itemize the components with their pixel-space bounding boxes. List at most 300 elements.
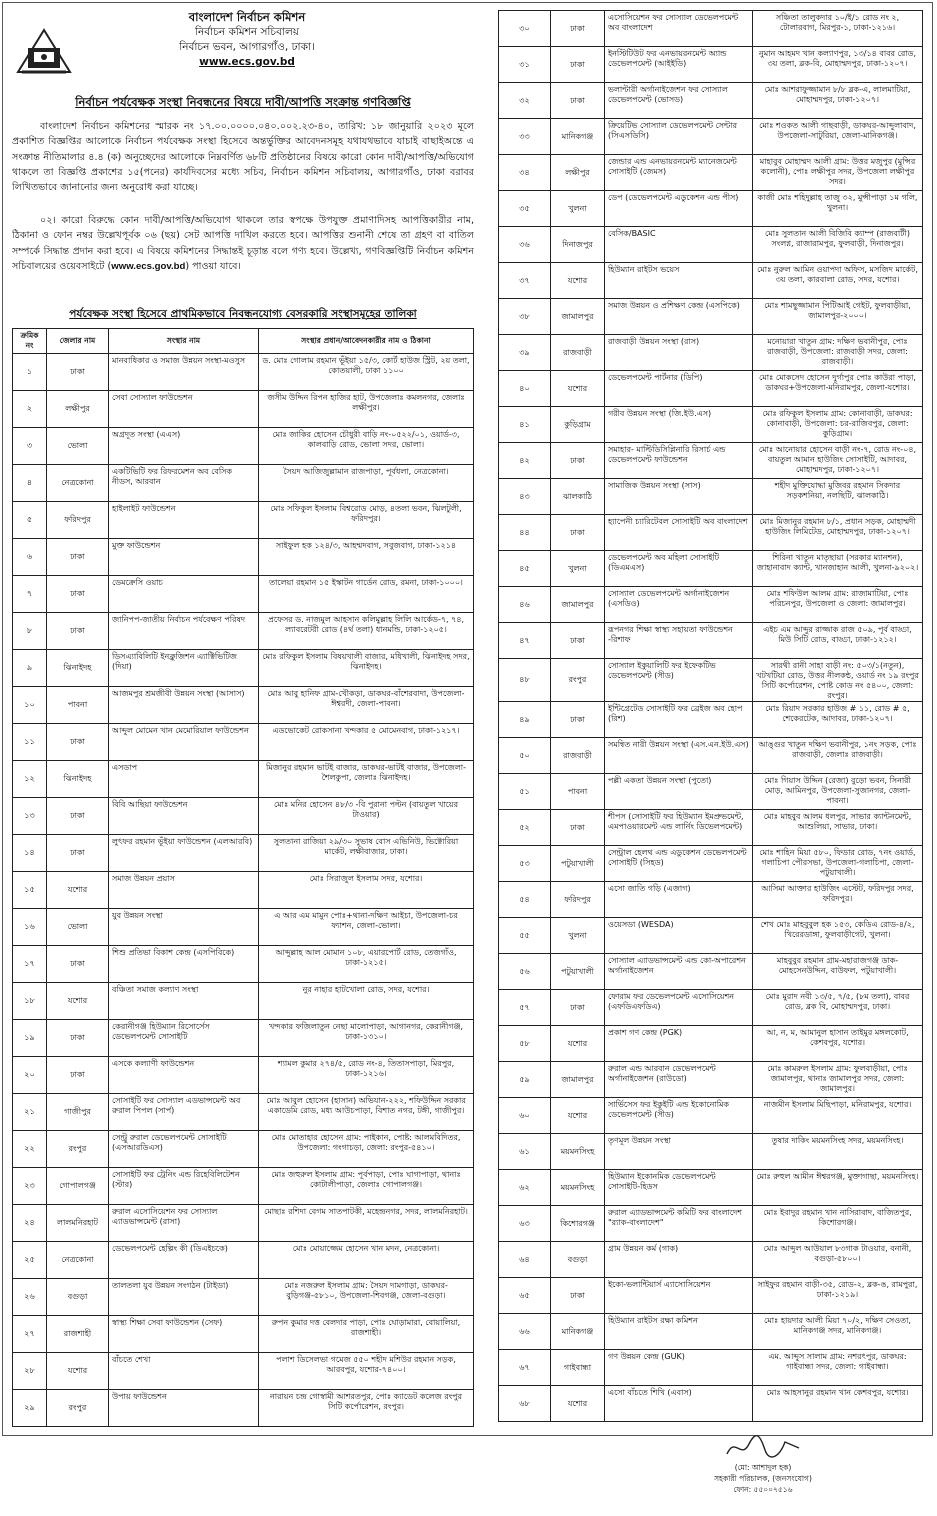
org-head-cell: মোঃ জাকির হোসেন চৌধুরী বাড়ি নং-০৫২২/০১, ওয়ার্ড-৩, কালবাড়ি রোড, ভোলা সদর, ভোলা।	[259, 428, 474, 465]
district-cell: রাজবাড়ী	[551, 335, 605, 371]
serial-cell: ৬৫	[499, 1278, 551, 1314]
district-cell: খুলনা	[551, 918, 605, 954]
org-name-cell: সমাজ উন্নয়ন প্রয়াস	[109, 872, 259, 909]
org-head-cell: সৈয়দ আজিজুল্লামান রাজপাড়া, পূর্বধলা, নেত্রকোনা।	[259, 465, 474, 502]
handwritten-signature-icon	[723, 1432, 803, 1462]
org-head-cell: এইচ এম আব্দুর রাজ্জাক রাজ ৫০৯, পূর্ব বাড্ডা, মিউ সিটি রোড, বাড্ডা, ঢাকা-১২১২।	[753, 623, 923, 659]
district-cell: যশোর	[47, 1353, 109, 1390]
serial-cell: ৯	[13, 650, 47, 687]
org-name-cell: তালতলা যুব উন্নয়ন সংগঠন (টাইডা)	[109, 1279, 259, 1316]
district-cell: ঢাকা	[551, 11, 605, 47]
signatory-phone: ফোন: ৫৫০০৭৫১৬	[733, 1485, 793, 1494]
serial-cell: ২৯	[13, 1390, 47, 1427]
district-cell: ফরিদপুর	[47, 502, 109, 539]
table-body-left	[13, 354, 474, 1427]
serial-cell: ২০	[13, 1057, 47, 1094]
org-name-cell: এসো বাঁচতে শিখি (এবাস)	[605, 1386, 753, 1422]
org-head-cell: মনোয়ারা খাতুন গ্রাম: দক্ষিণ ভবানীপুর, পোঃ রাজবাড়ী, উপজেলা: রাজবাড়ী সদর, জেলা: রাজবাড়ী।	[753, 335, 923, 371]
serial-cell: ৩৫	[499, 191, 551, 227]
table-row	[13, 465, 474, 502]
org-head-cell: ড. মোঃ গোলাম রহমান ভূঁইয়া ১৫/৩, কোর্ট হাউজ স্ট্রিট, ২য় তলা, কোতয়ালী, ঢাকা ১১০০	[259, 354, 474, 391]
table-row	[13, 613, 474, 650]
org-head-cell: শেখ মোঃ মাহবুবুল হক ১৫৩, কেডিএ রোড-৪/২, খিরেরডাঙ্গা, ফুলবাড়ীগেট, খুলনা।	[753, 918, 923, 954]
table-row	[499, 918, 923, 954]
table-row	[499, 623, 923, 659]
org-head-cell: মোঃ সফিকুল ইসলাম বিশ্বরোড মোড়, ৪তলা ভবন, ঝিলটুলী, ফরিদপুর।	[259, 502, 474, 539]
serial-cell: ১৪	[13, 835, 47, 872]
table-row	[13, 724, 474, 761]
table-row	[499, 371, 923, 407]
org-name-cell: সোসাইটি ফর সোস্যাল এডভান্সমেন্ট অব রুরাল পিপল (সার্প)	[109, 1094, 259, 1131]
district-cell: ঢাকা	[551, 47, 605, 83]
org-head-cell: মোঃ আহসানুর রহমান খান কেশবপুর, যশোর।	[753, 1386, 923, 1422]
org-head-cell: মোঃ শফিউল আলম গ্রাম: রাজামাটিয়া, পোঃ পরিচনপুর, উপজেলা ও জেলা: জামালপুর।	[753, 587, 923, 623]
org-name-cell: উপায় ফাউন্ডেশন	[109, 1390, 259, 1427]
org-head-cell: এডভোকেট রোকসানা খন্দকার ৫ মোমেনবাগ, ঢাকা-১২১৭।	[259, 724, 474, 761]
serial-cell: ৩৬	[499, 227, 551, 263]
serial-cell: ৪২	[499, 443, 551, 479]
serial-cell: ২৬	[13, 1279, 47, 1316]
address: নির্বাচন ভবন, আগারগাঁও, ঢাকা।	[179, 41, 315, 53]
table-row	[499, 587, 923, 623]
org-head-cell: নারায়ন চন্দ্র গোস্বামী আশরতপুর, পোঃ ক্যাডেট কলেজ রংপুর সিটি কর্পোরেশন, রংপুর।	[259, 1390, 474, 1427]
table-row	[13, 1390, 474, 1427]
org-name-cell: অগ্রদূত সংস্থা (এএস)	[109, 428, 259, 465]
table-row	[499, 882, 923, 918]
org-head-cell: মোঃ শওকত আলী গাছবাড়ী, ডাকঘর-আব্দুলাবাদ, উপজেলা-সাটুরিয়া, জেলা-মানিকগঞ্জ।	[753, 119, 923, 155]
serial-cell: ৩১	[499, 47, 551, 83]
serial-cell: ৪৯	[499, 702, 551, 738]
district-cell: ঢাকা	[551, 1278, 605, 1314]
district-cell: রংপুর	[551, 659, 605, 702]
org-head-cell: আব্দুল্লাহ আল মোমান ১০৮, এয়ারপোর্ট রোড, তেজগাঁও, ঢাকা-১২১৫।	[259, 946, 474, 983]
district-cell: ঢাকা	[47, 613, 109, 650]
district-cell: ঢাকা	[47, 946, 109, 983]
table-row	[499, 299, 923, 335]
district-cell: লালমনিরহাট	[47, 1205, 109, 1242]
org-head-cell: মোঃ ইবাদুর রহমান খান নাসিরাবাদ, বাজিতপুর, কিশোরগঞ্জ।	[753, 1206, 923, 1242]
org-name-cell: ডেভেলপমেন্ট অব মহিলা সোসাইটি (ডিএমএস)	[605, 551, 753, 587]
table-row	[499, 1242, 923, 1278]
org-name-cell: হিউম্যান রাইটস রক্ষা কমিশন	[605, 1314, 753, 1350]
serial-cell: ২৩	[13, 1168, 47, 1205]
serial-cell: ১৩	[13, 798, 47, 835]
org-head-cell: মোঃ মোকসেদ হোসেন দুর্গাপুর পোঃ কাউরা পাড়া, ডাকঘর+উপজেলা-মনিরামপুর, জেলা-যশোর।	[753, 371, 923, 407]
org-head-cell: মোঃ আবুল হোসেন (হাসান) অভিযান-২২২, শফিউদ্দিন সরকার একাডেমি রোড, মধ্য আউচপাড়া, বিশাত নগর, টঙ্গী, গাজীপুর।	[259, 1094, 474, 1131]
org-name-cell: রুরাল এন্ড আরবান ডেভেলপমেন্ট অর্গানাইজেশন (রাউডো)	[605, 1062, 753, 1098]
org-head-cell: সাইফুল হক ১২৪/৩, আহম্মদবাগ, সবুজবাগ, ঢাকা-১২১৪	[259, 539, 474, 576]
table-row	[499, 11, 923, 47]
serial-cell: ৩৪	[499, 155, 551, 191]
serial-cell: ৫১	[499, 774, 551, 810]
org-head-cell: শ্যামল কুমার ২৭৪/৫, রোড নং-৪, তিতাসপাড়া, মিরপুর, ঢাকা-১২১৬।	[259, 1057, 474, 1094]
org-name-cell: গরীব উন্নয়ন সংস্থা (জি.ইউ.এস)	[605, 407, 753, 443]
table-row	[499, 738, 923, 774]
table-row	[499, 551, 923, 587]
table-row	[499, 407, 923, 443]
table-row	[13, 761, 474, 798]
org-head-cell: মোছাঃ রশিদা বেগম সাতপাটকী, মহেন্দ্রনগর, সদর, লালমনিরহাট।	[259, 1205, 474, 1242]
table-row	[499, 1314, 923, 1350]
org-head-cell: জসীম উদ্দিন রিপন হাজির হাট, উপজেলাঃ কমলনগর, জেলাঃ লক্ষীপুর।	[259, 391, 474, 428]
serial-cell: ৬১	[499, 1134, 551, 1170]
district-cell: ময়মনসিংহ	[551, 1170, 605, 1206]
org-name-cell: যুব উন্নয়ন সংস্থা	[109, 909, 259, 946]
org-head-cell: সুলতানা রাজিয়া ২৯/৩০ সুভাষ বোস এভিনিউ, ভিক্টোরিয়া মার্কেট, লক্ষীবাজার, ঢাকা।	[259, 835, 474, 872]
district-cell: ঢাকা	[47, 1057, 109, 1094]
paragraph-2-text: ০২। কারো বিরুদ্ধে কোন দাবী/আপত্তি/অভিযোগ থাকলে তার স্বপক্ষে উপযুক্ত প্রমাণাদিসহ আপত্তিকারীর নাম, ঠিকানা ও ফোন নম্বর উল্লেখপূর্বক ০৬ (ছয়) সেট আপত্তি দাখিল করতে হবে। আপত্তির শুনানী শেষে তা গ্রহণ বা বাতিল সম্পর্কে সিদ্ধান্ত প্রদান করা হবে। এ বিষয়ে কমিশনের সিদ্ধান্তই চূড়ান্ত বলে গণ্য হবে। উল্লেখ্য, গণবিজ্ঞপ্তিটি নির্বাচন কমিশন সচিবালয়ের ওয়েবসাইটে (	[12, 215, 474, 272]
district-cell: যশোর	[47, 872, 109, 909]
org-name-cell: সোস্যাল ডেভেলপমেন্ট অর্গানাইজেশন (এসডিও)	[605, 587, 753, 623]
table-row	[13, 650, 474, 687]
serial-cell: ৫৪	[499, 882, 551, 918]
paragraph-2	[12, 213, 474, 303]
table-row	[499, 1278, 923, 1314]
org-head-cell: শহীদ মুক্তিযোদ্ধা মুজিবর রহমান সিকদার সড়কশনিয়া, নলছিটি, ঝালকাঠি।	[753, 479, 923, 515]
serial-cell: ৫৩	[499, 846, 551, 882]
org-head-cell: সাইফুর রহমান বাড়ী-৩৫, রোড-২, ব্লক-ঙ, রামপুরা, ঢাকা-১২১৯।	[753, 1278, 923, 1314]
table-row	[13, 1057, 474, 1094]
table-row	[499, 990, 923, 1026]
org-head-cell: মোঃ মোতাহার হোসেন গ্রাম: পাইকান, পোষ্ট: আলমবিদিতর, উপজেলা: গংগাচড়া, জেলা: রংপুর-৫৪১০।	[259, 1131, 474, 1168]
serial-cell: ৬৩	[499, 1206, 551, 1242]
org-head-cell: কাজী মোঃ শহিদুল্লাহ তাজু ৩২, মুন্সীপাড়া ১ম গলি, খুলনা।	[753, 191, 923, 227]
table-row	[499, 263, 923, 299]
org-name-cell: ফোরাম ফর ডেভেলপমেন্ট এসোসিয়েশন (এফডিএফডিএ)	[605, 990, 753, 1026]
serial-cell: ৪৫	[499, 551, 551, 587]
serial-cell: ৩৩	[499, 119, 551, 155]
serial-cell: ১৭	[13, 946, 47, 983]
org-name-cell: ডেমক্রেসি ওয়াচ	[109, 576, 259, 613]
table-row	[499, 479, 923, 515]
district-cell: খুলনা	[551, 191, 605, 227]
district-cell: ভোলা	[47, 428, 109, 465]
org-head-cell: তুষার দাকিং ময়মনসিংহ সদর, ময়মনসিংহ।	[753, 1134, 923, 1170]
district-cell: পাবনা	[551, 774, 605, 810]
table-row	[499, 443, 923, 479]
table-row	[499, 1062, 923, 1098]
district-cell: রাজবাড়ী	[551, 738, 605, 774]
serial-cell: ৫২	[499, 810, 551, 846]
table-row	[499, 810, 923, 846]
org-name-cell: গ্রাম উন্নয়ন কর্ম (গাক)	[605, 1242, 753, 1278]
district-cell: নেত্রকোনা	[47, 465, 109, 502]
serial-cell: ৬২	[499, 1170, 551, 1206]
org-name-cell: ইনস্টিটিউট ফর এনভায়রনমেন্ট অ্যান্ড ডেভেলপমেন্ট (আইইডি)	[605, 47, 753, 83]
district-cell: রংপুর	[47, 1131, 109, 1168]
org-name-cell: জানিপপ-জাতীয় নির্বাচন পর্যবেক্ষণ পরিষদ	[109, 613, 259, 650]
table-row	[499, 1134, 923, 1170]
org-name-cell: বঞ্চিতা সমাজ কল্যাণ সংস্থা	[109, 983, 259, 1020]
org-name-cell: ভলান্টারী অর্গানাইজেশন ফর সোস্যাল ডেভেলপমেন্ট (ভোসড)	[605, 83, 753, 119]
serial-cell: ১৫	[13, 872, 47, 909]
serial-cell: ২	[13, 391, 47, 428]
org-head-cell: মাহবুবুর রহমান গ্রাম-মহারাজগঞ্জ ডাক-মোহসেনউদ্দিন, বাউফল, পটুয়াখালী।	[753, 954, 923, 990]
org-name-cell: এসডাপ	[109, 761, 259, 798]
district-cell: লক্ষীপুর	[551, 155, 605, 191]
serial-cell: ৮	[13, 613, 47, 650]
org-head-cell: মোঃ আবু হানিফ গ্রাম-খৌকড়া, ডাকঘর-বাঁশেরবাদা, উপজেলা- ঈশ্বরদী, জেলা-পাবনা।	[259, 687, 474, 724]
org-name-cell: ডেভেলপমেন্ট হেল্পিং কী (ডিএইচকে)	[109, 1242, 259, 1279]
serial-cell: ৬৮	[499, 1386, 551, 1422]
district-cell: খুলনা	[551, 551, 605, 587]
org-name-cell: সোস্যাল এ্যাডভান্সমেন্ট এন্ড কো-অপারেশন অর্গানাইজেশন	[605, 954, 753, 990]
election-commission-emblem-icon	[14, 22, 74, 78]
org-name: বাংলাদেশ নির্বাচন কমিশন	[188, 10, 306, 24]
org-head-cell: মোঃ হায়দার আলী মিয়া ৭০/২, দক্ষিণ সেওতা, মানিকগঞ্জ সদর, মানিকগঞ্জ।	[753, 1314, 923, 1350]
org-name-cell: গণ উন্নয়ন কেন্দ্র (GUK)	[605, 1350, 753, 1386]
paragraph-2-end: ) পাওয়া যাবে।	[185, 260, 241, 272]
table-row	[499, 774, 923, 810]
table-row	[13, 687, 474, 724]
table-row	[499, 954, 923, 990]
table-row	[13, 872, 474, 909]
district-cell: ঝিনাইদহ	[47, 650, 109, 687]
organization-table-right	[498, 10, 923, 1422]
org-head-cell: মোঃ আনোয়ার হোসেন বাড়ী নং-৭, রোড নং-০৪, বায়তুল আমান হাউজিং সোসাইটি, আদাবর, মোহাম্মদপুর, ঢাকা-১২০৭।	[753, 443, 923, 479]
org-head-cell: মোঃ রুহুল আমীন ঈশ্বরগঞ্জ, মুক্তাগাছা, ময়মনসিংহ।	[753, 1170, 923, 1206]
table-body-right	[499, 11, 923, 1422]
header-head: সংস্থার প্রধান/আবেদনকারীর নাম ও ঠিকানা	[259, 329, 474, 354]
serial-cell: ৪০	[499, 371, 551, 407]
serial-cell: ৪১	[499, 407, 551, 443]
header-serial: ক্রমিক নং	[13, 329, 47, 354]
district-cell: নেত্রকোনা	[47, 1242, 109, 1279]
serial-cell: ২৫	[13, 1242, 47, 1279]
org-head-cell: মোঃ মাহবুব আলম ধলপুর, সাভার ক্যান্টনমেন্ট, আশুলিয়া, সাভার, ঢাকা।	[753, 810, 923, 846]
district-cell: পাবনা	[47, 687, 109, 724]
district-cell: যশোর	[551, 1386, 605, 1422]
org-name-cell: পল্লী একতা উন্নয়ন সংস্থা (পুতো)	[605, 774, 753, 810]
district-cell: কিশোরগঞ্জ	[551, 1206, 605, 1242]
org-name-cell: সমন্বিত নারী উন্নয়ন সংস্থা (এস.এন.ইউ.এস)	[605, 738, 753, 774]
district-cell: ময়মনসিংহ	[551, 1134, 605, 1170]
district-cell: বগুড়া	[47, 1279, 109, 1316]
org-name-cell: রুরাল এসোসিয়েশন ফর সোস্যাল এ্যাডভান্সমেন্ট (রাসা)	[109, 1205, 259, 1242]
org-name-cell: হিউম্যান ইকোনমিক ডেভেলপমেন্ট সোসাইটি-হিডস	[605, 1170, 753, 1206]
org-name-cell: সেবা সোস্যাল ফাউন্ডেশন	[109, 391, 259, 428]
table-row	[499, 191, 923, 227]
organization-table-left	[12, 328, 474, 1427]
org-head-cell: সঞ্চিতা তালুকদার ১০/ই/১ রোড নং ২, টোলারবাগ, মিরপুর-১, ঢাকা-১২১৬।	[753, 11, 923, 47]
serial-cell: ৪৩	[499, 479, 551, 515]
org-head-cell: প্রফেসর ড. নাজমুল আহসান কলিমুল্লাহ লিলি আর্কেড-৭, ৭৪, ল্যাবরেটরী রোড (৪র্থ তলা) ধানমন্ডি, ঢাকা-১২০৫।	[259, 613, 474, 650]
table-row	[13, 1242, 474, 1279]
org-name-cell: আজমপুর শ্রমজীবী উন্নয়ন সংস্থা (আসাস)	[109, 687, 259, 724]
serial-cell: ১০	[13, 687, 47, 724]
district-cell: গাইবান্ধা	[551, 1350, 605, 1386]
left-column	[12, 10, 474, 1427]
org-head-cell: মোঃ কামরুল ইসলাম গ্রাম: ফুলবাড়ীয়া, পোঃ জামালপুর, থানাঃ জামালপুর সদর, জেলা: জামালপুর।	[753, 1062, 923, 1098]
district-cell: ফরিদপুর	[551, 882, 605, 918]
district-cell: ঝিনাইদহ	[47, 761, 109, 798]
serial-cell: ৬০	[499, 1098, 551, 1134]
serial-cell: ১৬	[13, 909, 47, 946]
right-column	[498, 10, 923, 1516]
org-name-cell: সেন্ট্রাল হেলথ এন্ড এডুকেশন ডেভেলপমেন্ট সোসাইটি (সিহড)	[605, 846, 753, 882]
table-header-row	[13, 329, 474, 354]
district-cell: কুড়িগ্রাম	[551, 407, 605, 443]
org-name-cell: আব্দুল মোমেন খান মেমোরিয়াল ফাউন্ডেশন	[109, 724, 259, 761]
district-cell: ভোলা	[47, 909, 109, 946]
serial-cell: ৩৮	[499, 299, 551, 335]
district-cell: পটুয়াখালী	[551, 954, 605, 990]
list-subheading: পর্যবেক্ষক সংস্থা হিসেবে প্রাথমিকভাবে নিবন্ধনযোগ্য বেসরকারি সংস্থাসমূহের তালিকা	[69, 308, 417, 320]
table-row	[499, 702, 923, 738]
district-cell: রংপুর	[47, 1390, 109, 1427]
district-cell: ঢাকা	[47, 835, 109, 872]
org-head-cell: মোঃ রফিকুল ইসলাম বিষয়খালী বাজার, মধিখালী, ঝিনাইদহ সদর, ঝিনাইদহ।	[259, 650, 474, 687]
table-row	[13, 983, 474, 1020]
district-cell: জামালপুর	[551, 587, 605, 623]
org-head-cell: রুপন কুমার দত্ত বেলদার পাড়া, পোঃ ঘোড়ামারা, বোয়ালিয়া, রাজশাহী।	[259, 1316, 474, 1353]
org-name-cell: মুক্ত ফাউন্ডেশন	[109, 539, 259, 576]
table-row	[13, 1131, 474, 1168]
district-cell: ঢাকা	[551, 990, 605, 1026]
table-row	[13, 1279, 474, 1316]
org-name-cell: রূপনগর শিক্ষা স্বাস্থ্য সহায়তা ফাউন্ডেশন -রিশাফ	[605, 623, 753, 659]
org-head-cell: মাহাবুব মোহাম্মদ আলী গ্রাম: উত্তর মজুপুর (মুন্সির কলোনী), পোঃ লক্ষীপুর সদর, উপজেলা লক্ষীপুর সদর।	[753, 155, 923, 191]
org-name-cell: সমাহার- মাল্টিডিসিপ্লিনারি রিসার্চ এন্ড ডেভেলপমেন্ট ফাউন্ডেশন	[605, 443, 753, 479]
org-name-cell: প্রকাশ গণ কেন্দ্র (PGK)	[605, 1026, 753, 1062]
table-row	[13, 1353, 474, 1390]
district-cell: ঝালকাঠি	[551, 479, 605, 515]
org-head-cell: সারথী রানী সাহা বাড়ী নং: ৫০৩/১(নতুন), খটখটিয়া রোড, উত্তর নীলকন্ঠ, ওয়ার্ড নং ১৯ রংপুর সিটি কর্পোরেশন, পোষ্ট কোড নং ৫৪০০, জেলা: রংপুর।	[753, 659, 923, 702]
org-name-cell: ডিসএ্যাবিলিটি ইনক্লুজিশন এ্যাক্টিভিটিজ (দিয়া)	[109, 650, 259, 687]
org-head-cell: মোঃ গিয়াস উদ্দিন (রেজা) বুড়ো ভবন, সিনারী মোড়, আমিনপুর, উপজেলা-সুজানগর, জেলা-পাবনা।	[753, 774, 923, 810]
district-cell: ঢাকা	[47, 539, 109, 576]
org-head-cell: মোঃ নজরুল ইসলাম গ্রাম: সৈয়দ দামগাড়া, ডাকঘর-বুড়িগঞ্জ-৫৮১০, উপজেলা-শিবগঞ্জ, জেলা-বগুড়া।	[259, 1279, 474, 1316]
org-name-cell: স্বাস্থ্য শিক্ষা সেবা ফাউন্ডেশন (সেফ)	[109, 1316, 259, 1353]
table-row	[13, 1020, 474, 1057]
org-name-cell: একটিভিটি ফর রিফরমেশন অব বেসিক নীডস, আরবান	[109, 465, 259, 502]
table-row	[13, 1205, 474, 1242]
district-cell: ঢাকা	[551, 810, 605, 846]
district-cell: ঢাকা	[47, 798, 109, 835]
serial-cell: ৫৮	[499, 1026, 551, 1062]
district-cell: গোপালগঞ্জ	[47, 1168, 109, 1205]
org-head-cell: নুর নাহার হাটখোলা রোড, সদর, যশোর।	[259, 983, 474, 1020]
org-head-cell: মোঃ রিয়াদ সরকার হাউজ # ১১, রোড # ৫, শেকেরটেক, আদাবর, ঢাকা-১২০৭।	[753, 702, 923, 738]
district-cell: ঢাকা	[47, 354, 109, 391]
org-head-cell: মোঃ আব্দুল আউয়াল ৮৩গাক টাওয়ার, বনানী, বগুড়া-৫৮০০।	[753, 1242, 923, 1278]
org-name-cell: রাজবাড়ী উন্নয়ন সংস্থা (রাস)	[605, 335, 753, 371]
serial-cell: ২৭	[13, 1316, 47, 1353]
district-cell: গাজীপুর	[47, 1094, 109, 1131]
district-cell: যশোর	[47, 983, 109, 1020]
table-row	[499, 1350, 923, 1386]
website-url[interactable]: www.ecs.gov.bd	[111, 260, 186, 272]
website-link[interactable]: www.ecs.gov.bd	[199, 56, 295, 68]
serial-cell: ২২	[13, 1131, 47, 1168]
table-row	[499, 335, 923, 371]
table-row	[499, 119, 923, 155]
district-cell: দিনাজপুর	[551, 227, 605, 263]
org-head-cell: মোঃ সুলতান আলী বিজিবি ক্যাম্প (রাজবাটী) সংলগ্ন, রাজারামপুর, ফুলবাড়ী, দিনাজপুর।	[753, 227, 923, 263]
org-name-cell: বিবি আছিয়া ফাউন্ডেশন	[109, 798, 259, 835]
org-name-cell: সামাজিক উন্নয়ন সংস্থা (সাস)	[605, 479, 753, 515]
org-head-cell: নুমান আহমদ খান কল্যাণপুর, ১৩/১৪ বাবর রোড, ৩য় তলা, ব্লক-বি, মোহাম্মদপুর, ঢাকা-১২০৭।	[753, 47, 923, 83]
district-cell: যশোর	[551, 1098, 605, 1134]
table-row	[13, 1094, 474, 1131]
org-head-cell: শিরিনা খাতুন মাতৃছায়া (সরকার ম্যানশন), জাহানাবাদ ক্যান্ট, খানজাহান আলী, খুলনা-৯২০২।	[753, 551, 923, 587]
org-head-cell: পলাশ ডিসেলভা গমেজ ৫৫০ শহীদ মশিউর রহমান সড়ক, আরবপুর, যশোর-৭৪০০।	[259, 1353, 474, 1390]
org-name-cell: তৃণমূল উন্নয়ন সংস্থা	[605, 1134, 753, 1170]
district-cell: বগুড়া	[551, 1242, 605, 1278]
table-row	[499, 1170, 923, 1206]
serial-cell: ৭	[13, 576, 47, 613]
serial-cell: ৫৭	[499, 990, 551, 1026]
district-cell: ঢাকা	[551, 83, 605, 119]
org-name-cell: এসো জাতি গড়ি (এজাগ)	[605, 882, 753, 918]
table-row	[13, 1168, 474, 1205]
serial-cell: ২৮	[13, 1353, 47, 1390]
serial-cell: ১১	[13, 724, 47, 761]
table-row	[13, 946, 474, 983]
serial-cell: ৬৬	[499, 1314, 551, 1350]
org-name-cell: ক্রিয়েটিভ সোস্যাল ডেভেলপমেন্ট সেন্টার (সিএসডিসি)	[605, 119, 753, 155]
serial-cell: ২১	[13, 1094, 47, 1131]
org-name-cell: সেন্ট্রু রুরাল ডেভেলপমেন্ট সোসাইটি (এসআরডিএস)	[109, 1131, 259, 1168]
letterhead	[12, 10, 474, 90]
serial-cell: ৪৪	[499, 515, 551, 551]
org-name-cell: লুৎফর রহমান ভূঁইয়া ফাউন্ডেশন (এলআরবি)	[109, 835, 259, 872]
header-org-name: সংস্থার নাম	[109, 329, 259, 354]
serial-cell: ৩০	[499, 11, 551, 47]
org-head-cell: নাজমীন ইসলাম মিছিপাড়া, মনিরামপুর, যশোর।	[753, 1098, 923, 1134]
serial-cell: ৩৯	[499, 335, 551, 371]
table-row	[13, 354, 474, 391]
table-row	[499, 1026, 923, 1062]
org-name-cell: সোসাইটি ফর ট্রেনিং এন্ড রিহেবিলিটেশন (স্টার)	[109, 1168, 259, 1205]
table-row	[499, 155, 923, 191]
district-cell: ঢাকা	[551, 515, 605, 551]
signatory-designation: সহকারী পরিচালক, (জনসংযোগ)	[714, 1474, 812, 1483]
table-row	[499, 1206, 923, 1242]
table-row	[13, 1316, 474, 1353]
serial-cell: ২৪	[13, 1205, 47, 1242]
header-district: জেলার নাম	[47, 329, 109, 354]
org-head-cell: মোঃ নুরুল আমিন ওয়াপদা অফিস, মসজিদ মার্কেট, ৩য় তলা, কারবালা রোড, সদর, যশোর।	[753, 263, 923, 299]
serial-cell: ৬৪	[499, 1242, 551, 1278]
district-cell: ঢাকা	[551, 702, 605, 738]
serial-cell: ৫০	[499, 738, 551, 774]
district-cell: ঢাকা	[47, 1020, 109, 1057]
district-cell: লক্ষীপুর	[47, 391, 109, 428]
serial-cell: ৪৭	[499, 623, 551, 659]
org-head-cell: খন্দকার ফজিলাতুন নেছা মালোপাড়া, আগানগর, কেরানীগঞ্জ, ঢাকা-১৩১০।	[259, 1020, 474, 1057]
serial-cell: ১৮	[13, 983, 47, 1020]
org-head-cell: আসিমা আক্তার হাউজিং এস্টেট, ফরিদপুর সদর, ফরিদপুর।	[753, 882, 923, 918]
district-cell: মানিকগঞ্জ	[551, 1314, 605, 1350]
table-row	[499, 1386, 923, 1422]
org-name-cell: রুরাল এ্যাডভান্সমেন্ট কমিটি ফর বাংলাদেশ "র‍্যাক-বাংলাদেশ"	[605, 1206, 753, 1242]
table-row	[13, 798, 474, 835]
serial-cell: ৩২	[499, 83, 551, 119]
serial-cell: ৬	[13, 539, 47, 576]
serial-cell: ৪৬	[499, 587, 551, 623]
org-head-cell: আ, ন, ম, আমানুল হাসান তাইমুর মঙ্গলকোট, কেশবপুর, যশোর।	[753, 1026, 923, 1062]
table-row	[499, 47, 923, 83]
district-cell: ঢাকা	[551, 443, 605, 479]
org-head-cell: মোঃ মুরাদ নবী ১৩/৫, ৭/৫, (৮ম তলা), বাবর রোড, ব্লক বি, মোহাম্মদপুর, ঢাকা।	[753, 990, 923, 1026]
signatory-name: (মো: আশাদুল হক)	[734, 1463, 792, 1472]
table-row	[13, 428, 474, 465]
org-name-cell: সার্ভিসেস ফর ইকুইটি এন্ড ইকোনোমিক ডেভেলপমেন্ট (সীড)	[605, 1098, 753, 1134]
serial-cell: ৬৭	[499, 1350, 551, 1386]
org-head-cell: মোঃ রফিকুল ইসলাম গ্রাম: কোনাবাড়ী, ডাকঘর: কোনাবাড়ী, উপজেলা: চর-রাজিবপুর, জেলা: কুড়িগ্রাম।	[753, 407, 923, 443]
serial-cell: ১২	[13, 761, 47, 798]
